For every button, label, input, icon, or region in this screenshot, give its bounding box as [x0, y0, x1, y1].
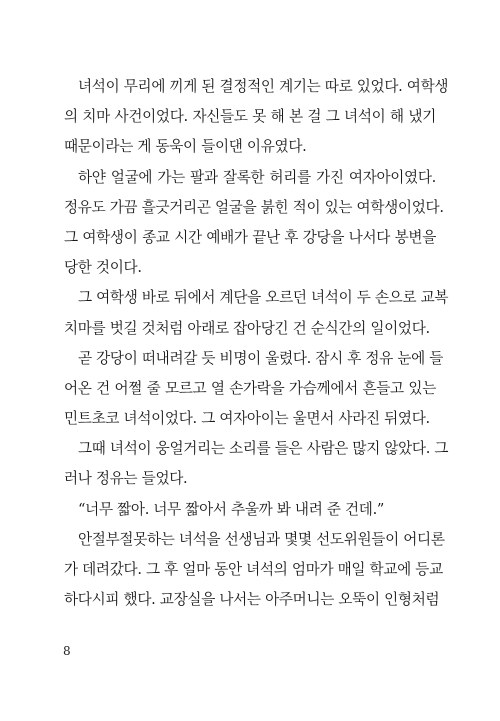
text-line: 러나 정유는 들었다. — [64, 470, 188, 488]
text-line: 그 여학생 바로 뒤에서 계단을 오르던 녀석이 두 손으로 교복 — [78, 289, 449, 307]
text-line: 어온 건 어쩔 줄 모르고 열 손가락을 가슴께에서 흔들고 있는 — [64, 379, 436, 397]
text-line: 그때 녀석이 웅얼거리는 소리를 들은 사람은 많지 않았다. 그 — [78, 440, 449, 458]
text-line: 곧 강당이 떠내려갈 듯 비명이 울렸다. 잠시 후 정유 눈에 들 — [78, 349, 444, 367]
page-number: 8 — [63, 644, 71, 658]
body-text — [64, 72, 449, 615]
text-line: 하얀 얼굴에 가는 팔과 잘록한 허리를 가진 여자아이였다. — [78, 168, 436, 186]
text-line: 가 데려갔다. 그 후 얼마 동안 녀석의 엄마가 매일 학교에 등교 — [64, 561, 443, 578]
text-line: 하다시피 했다. 교장실을 나서는 아주머니는 오뚝이 인형처럼 — [64, 591, 440, 609]
text-line: 정유도 가끔 흘긋거리곤 얼굴을 붉힌 적이 있는 여학생이었다. — [64, 198, 444, 216]
text-line: 의 치마 사건이었다. 자신들도 못 해 본 걸 그 녀석이 해 냈기 — [64, 108, 436, 126]
text-line: 당한 것이다. — [64, 259, 142, 277]
text-line: “너무 짧아. 너무 짧아서 추울까 봐 내려 준 건데.” — [78, 500, 385, 518]
text-line: 때문이라는 게 동욱이 들이댄 이유였다. — [64, 138, 307, 156]
text-line: 그 여학생이 종교 시간 예배가 끝난 후 강당을 나서다 봉변을 — [64, 228, 436, 246]
text-line: 치마를 벗길 것처럼 아래로 잡아당긴 건 순식간의 일이었다. — [64, 319, 430, 337]
text-line: 녀석이 무리에 끼게 된 결정적인 계기는 따로 있었다. 여학생 — [78, 78, 449, 95]
text-line: 민트초코 녀석이었다. 그 여자아이는 울면서 사라진 뒤였다. — [64, 410, 430, 428]
text-line: 안절부절못하는 녀석을 선생님과 몇몇 선도위원들이 어디론 — [78, 530, 445, 548]
